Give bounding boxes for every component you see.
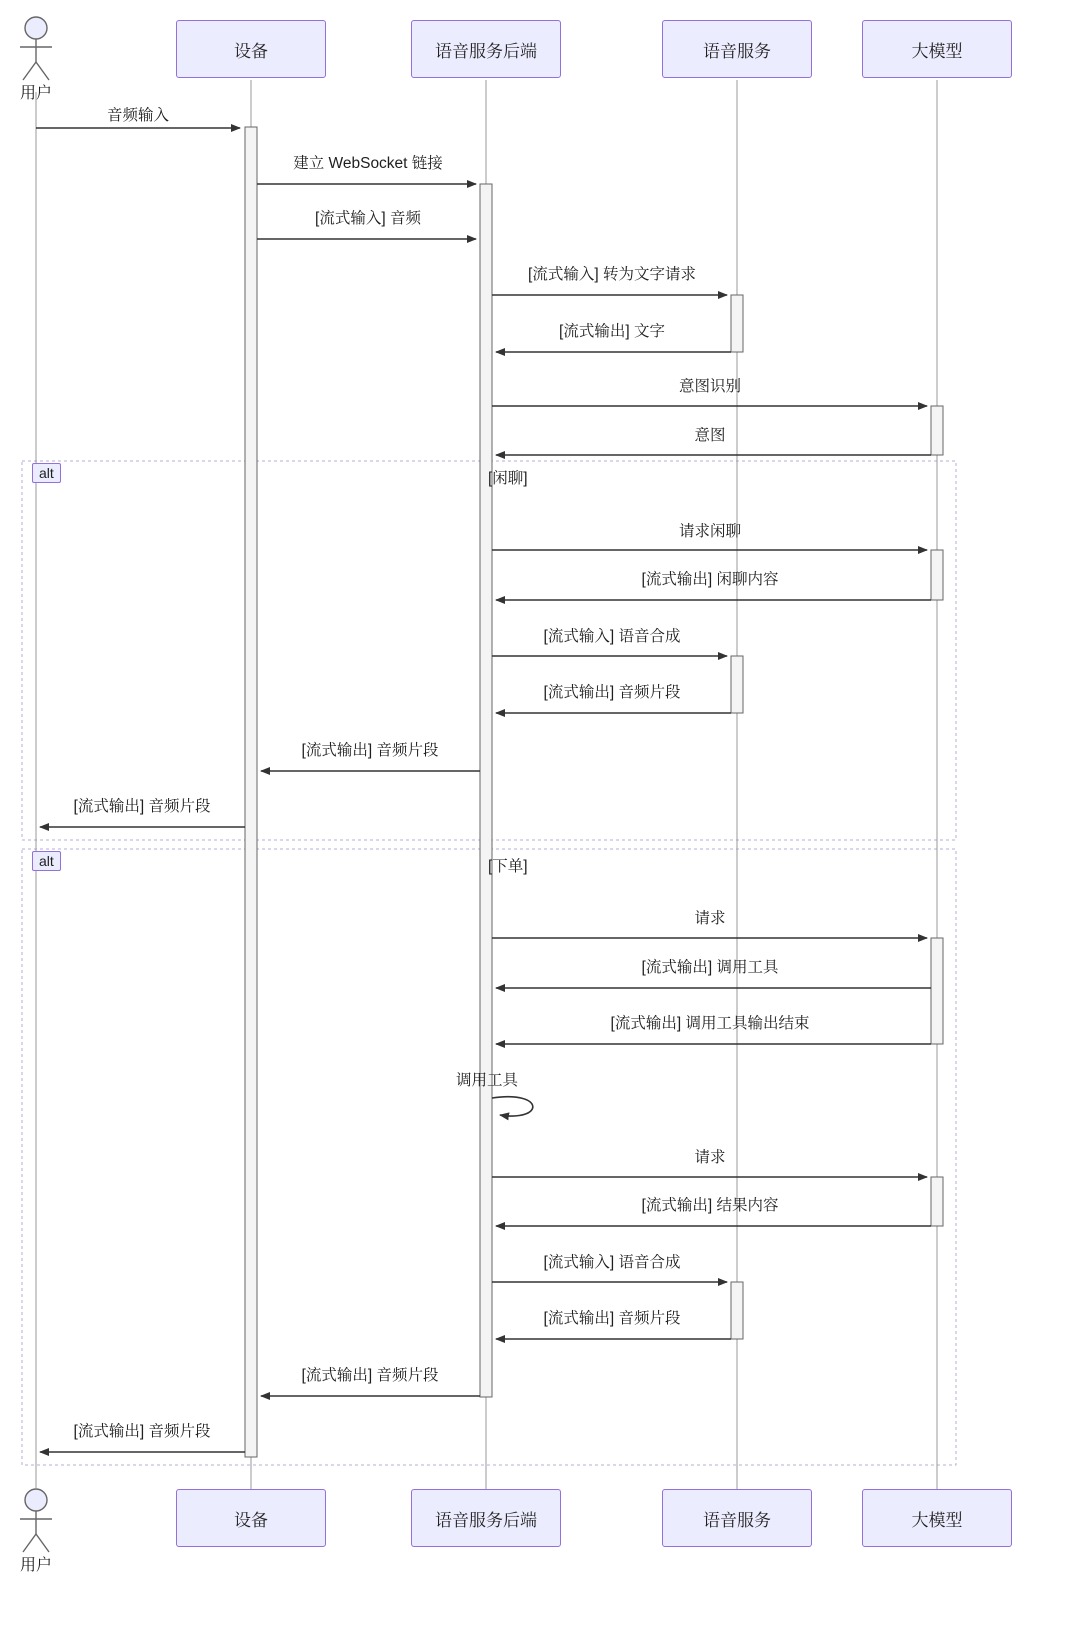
participant-speech-top[interactable] [662,20,812,78]
actor-user-bottom-icon [20,1489,52,1552]
message-label-chat-request: 请求闲聊 [678,523,742,540]
alt-tag-label: alt [39,465,54,481]
message-label-tts-request-order: [流式输入] 语音合成 [543,1254,681,1271]
participant-backend-top[interactable] [411,20,561,78]
participant-label: 大模型 [911,1510,963,1530]
participant-llm-top[interactable] [862,20,1012,78]
message-label-tts-audio-chat: [流式输出] 音频片段 [543,684,681,701]
alt-condition-chat: [闲聊] [488,470,528,487]
alt-tag-order [32,851,61,871]
alt-tag-label: alt [39,853,54,869]
participant-speech-bottom[interactable] [662,1489,812,1547]
message-label-asr-text: [流式输出] 文字 [559,323,665,340]
participant-label: 语音服务后端 [435,41,537,61]
participant-label: 设备 [234,1510,268,1530]
participant-label: 大模型 [911,41,963,61]
message-label-result-content: [流式输出] 结果内容 [641,1197,779,1214]
message-label-order-request-2: 请求 [694,1149,726,1166]
message-label-chat-content: [流式输出] 闲聊内容 [641,571,779,588]
message-label-asr-request: [流式输入] 转为文字请求 [528,266,696,283]
message-label-stream-audio: [流式输入] 音频 [315,210,421,227]
message-label-audio-to-user-chat: [流式输出] 音频片段 [73,798,211,815]
alt-condition-order: [下单] [488,858,528,875]
message-label-tts-audio-order: [流式输出] 音频片段 [543,1310,681,1327]
participant-user-top-label: 用户 [19,85,52,102]
message-label-audio-to-device-chat: [流式输出] 音频片段 [301,742,439,759]
message-label-intent-result: 意图 [694,427,726,444]
message-label-audio-to-device-order: [流式输出] 音频片段 [301,1367,439,1384]
participant-label: 设备 [234,41,268,61]
participant-device-bottom[interactable] [176,1489,326,1547]
message-label-order-request: 请求 [694,910,726,927]
message-label-self-tool-call: 调用工具 [455,1072,519,1089]
participant-label: 语音服务 [703,41,771,61]
participant-device-top[interactable] [176,20,326,78]
participant-label: 语音服务 [703,1510,771,1530]
message-label-tool-call-end: [流式输出] 调用工具输出结束 [610,1015,810,1032]
participant-llm-bottom[interactable] [862,1489,1012,1547]
participant-label: 语音服务后端 [435,1510,537,1530]
participant-backend-bottom[interactable] [411,1489,561,1547]
message-label-audio-input: 音频输入 [106,107,170,124]
message-label-audio-to-user-order: [流式输出] 音频片段 [73,1423,211,1440]
participant-user-bottom-label: 用户 [19,1557,52,1574]
actor-user-top-icon [20,17,52,80]
message-label-tool-call: [流式输出] 调用工具 [641,959,779,976]
message-label-intent-request: 意图识别 [678,378,742,395]
message-label-websocket: 建立 WebSocket 链接 [293,155,443,172]
message-label-tts-request-chat: [流式输入] 语音合成 [543,628,681,645]
alt-tag-chat [32,463,61,483]
